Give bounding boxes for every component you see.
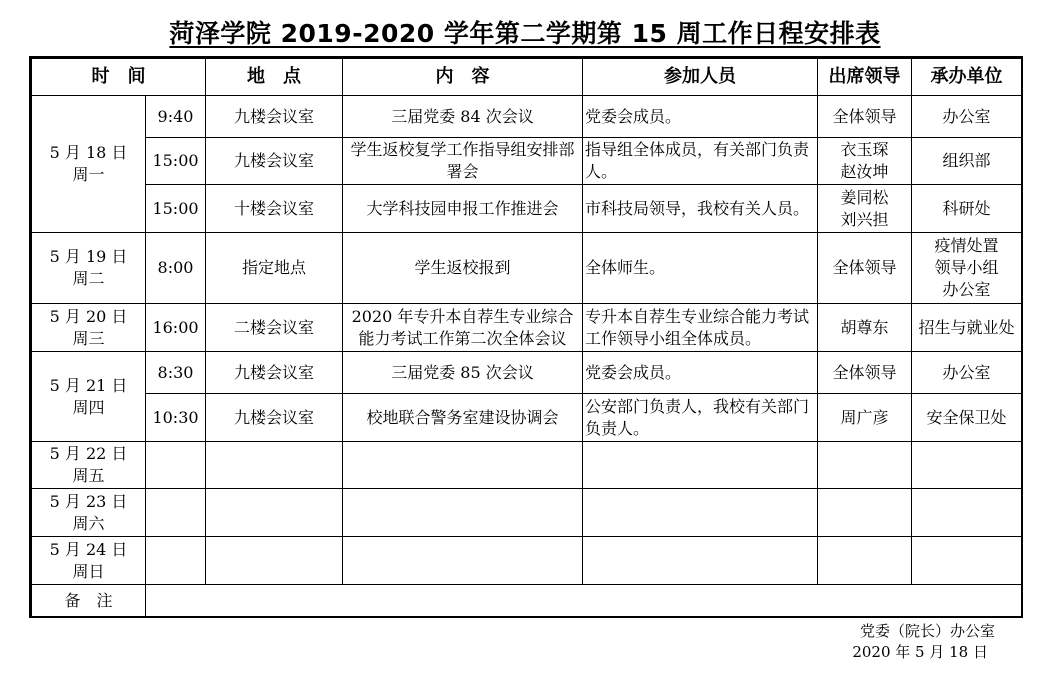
empty-cell	[206, 442, 343, 489]
event-place: 九楼会议室	[206, 138, 343, 185]
event-place: 九楼会议室	[206, 96, 343, 138]
event-participants: 专升本自荐生专业综合能力考试工作领导小组全体成员。	[583, 304, 818, 352]
day-cell	[32, 304, 146, 352]
event-content: 三届党委 85 次会议	[343, 352, 583, 394]
event-organizer: 办公室	[912, 352, 1022, 394]
day-cell	[32, 96, 146, 233]
day-weekday: 周二	[72, 269, 105, 288]
table-row	[32, 352, 1022, 394]
event-organizer: 招生与就业处	[912, 304, 1022, 352]
schedule-table	[31, 58, 1022, 617]
empty-cell	[343, 489, 583, 537]
event-participants: 党委会成员。	[583, 96, 818, 138]
empty-cell	[206, 489, 343, 537]
table-row	[32, 489, 1022, 537]
empty-cell	[912, 537, 1022, 585]
table-row	[32, 233, 1022, 304]
empty-cell	[343, 537, 583, 585]
empty-cell	[583, 442, 818, 489]
empty-cell	[583, 537, 818, 585]
day-weekday: 周六	[72, 513, 105, 533]
event-content: 大学科技园申报工作推进会	[343, 185, 583, 233]
day-date: 5 月 21 日	[49, 375, 128, 395]
day-cell	[32, 489, 146, 537]
empty-cell	[818, 442, 912, 489]
empty-cell	[206, 537, 343, 585]
leader-name: 赵汝坤	[840, 162, 889, 181]
event-organizer	[912, 233, 1022, 304]
empty-cell	[146, 442, 206, 489]
event-place: 九楼会议室	[206, 352, 343, 394]
day-date: 5 月 20 日	[49, 306, 128, 326]
event-content: 学生返校报到	[343, 233, 583, 304]
empty-cell	[146, 537, 206, 585]
event-time: 15:00	[146, 138, 206, 185]
footer-date: 2020 年 5 月 18 日	[852, 643, 988, 661]
table-row	[32, 394, 1022, 442]
table-row	[32, 96, 1022, 138]
event-time: 15:00	[146, 185, 206, 233]
header-time: 时 间	[32, 59, 206, 96]
day-cell	[32, 442, 146, 489]
day-cell	[32, 537, 146, 585]
event-time: 16:00	[146, 304, 206, 352]
leader-name: 刘兴担	[840, 209, 889, 229]
day-date: 5 月 22 日	[49, 444, 128, 463]
remarks-row	[32, 585, 1022, 617]
header-participants: 参加人员	[583, 59, 818, 96]
event-time: 8:30	[146, 352, 206, 394]
event-leaders: 周广彦	[818, 394, 912, 442]
organizer-line: 办公室	[942, 280, 991, 299]
day-cell	[32, 233, 146, 304]
event-participants: 公安部门负责人，我校有关部门负责人。	[583, 394, 818, 442]
remarks-cell	[146, 585, 1022, 617]
event-place: 指定地点	[206, 233, 343, 304]
empty-cell	[818, 537, 912, 585]
event-leaders: 全体领导	[818, 352, 912, 394]
event-time: 9:40	[146, 96, 206, 138]
footer-office: 党委（院长）办公室	[859, 622, 995, 640]
organizer-line: 领导小组	[934, 258, 999, 277]
page-title	[0, 14, 1050, 50]
event-place: 十楼会议室	[206, 185, 343, 233]
empty-cell	[146, 489, 206, 537]
day-date: 5 月 23 日	[49, 491, 128, 511]
day-date: 5 月 18 日	[49, 143, 128, 162]
header-leaders: 出席领导	[818, 59, 912, 96]
event-place: 二楼会议室	[206, 304, 343, 352]
event-organizer: 组织部	[912, 138, 1022, 185]
event-time: 8:00	[146, 233, 206, 304]
organizer-line: 疫情处置	[934, 236, 999, 255]
event-organizer: 安全保卫处	[912, 394, 1022, 442]
day-weekday: 周四	[72, 397, 105, 417]
event-content: 三届党委 84 次会议	[343, 96, 583, 138]
day-date: 5 月 19 日	[49, 247, 128, 266]
event-leaders	[818, 138, 912, 185]
table-row	[32, 442, 1022, 489]
event-content: 学生返校复学工作指导组安排部署会	[343, 138, 583, 185]
event-participants: 市科技局领导，我校有关人员。	[583, 185, 818, 233]
header-place: 地 点	[206, 59, 343, 96]
event-organizer: 科研处	[912, 185, 1022, 233]
event-content: 校地联合警务室建设协调会	[343, 394, 583, 442]
day-weekday: 周五	[72, 466, 105, 485]
event-leaders: 胡尊东	[818, 304, 912, 352]
event-content: 2020 年专升本自荐生专业综合能力考试工作第二次全体会议	[343, 304, 583, 352]
title-text: 菏泽学院 2019-2020 学年第二学期第 15 周工作日程安排表	[169, 19, 881, 48]
table-row	[32, 138, 1022, 185]
table-row	[32, 185, 1022, 233]
empty-cell	[912, 489, 1022, 537]
event-participants: 党委会成员。	[583, 352, 818, 394]
table-row	[32, 537, 1022, 585]
day-weekday: 周日	[72, 561, 105, 581]
event-leaders: 全体领导	[818, 233, 912, 304]
day-date: 5 月 24 日	[49, 539, 128, 559]
empty-cell	[583, 489, 818, 537]
leader-name: 衣玉琛	[840, 140, 889, 159]
header-content: 内 容	[343, 59, 583, 96]
header-organizer: 承办单位	[912, 59, 1022, 96]
event-participants: 指导组全体成员，有关部门负责人。	[583, 138, 818, 185]
day-weekday: 周一	[72, 165, 105, 184]
event-leaders	[818, 185, 912, 233]
event-organizer: 办公室	[912, 96, 1022, 138]
event-leaders: 全体领导	[818, 96, 912, 138]
empty-cell	[912, 442, 1022, 489]
header-row	[32, 59, 1022, 96]
event-time: 10:30	[146, 394, 206, 442]
day-weekday: 周三	[72, 328, 105, 348]
empty-cell	[818, 489, 912, 537]
remarks-label: 备 注	[32, 585, 146, 617]
empty-cell	[343, 442, 583, 489]
event-participants: 全体师生。	[583, 233, 818, 304]
day-cell	[32, 352, 146, 442]
table-row	[32, 304, 1022, 352]
leader-name: 姜同松	[840, 187, 889, 207]
event-place: 九楼会议室	[206, 394, 343, 442]
